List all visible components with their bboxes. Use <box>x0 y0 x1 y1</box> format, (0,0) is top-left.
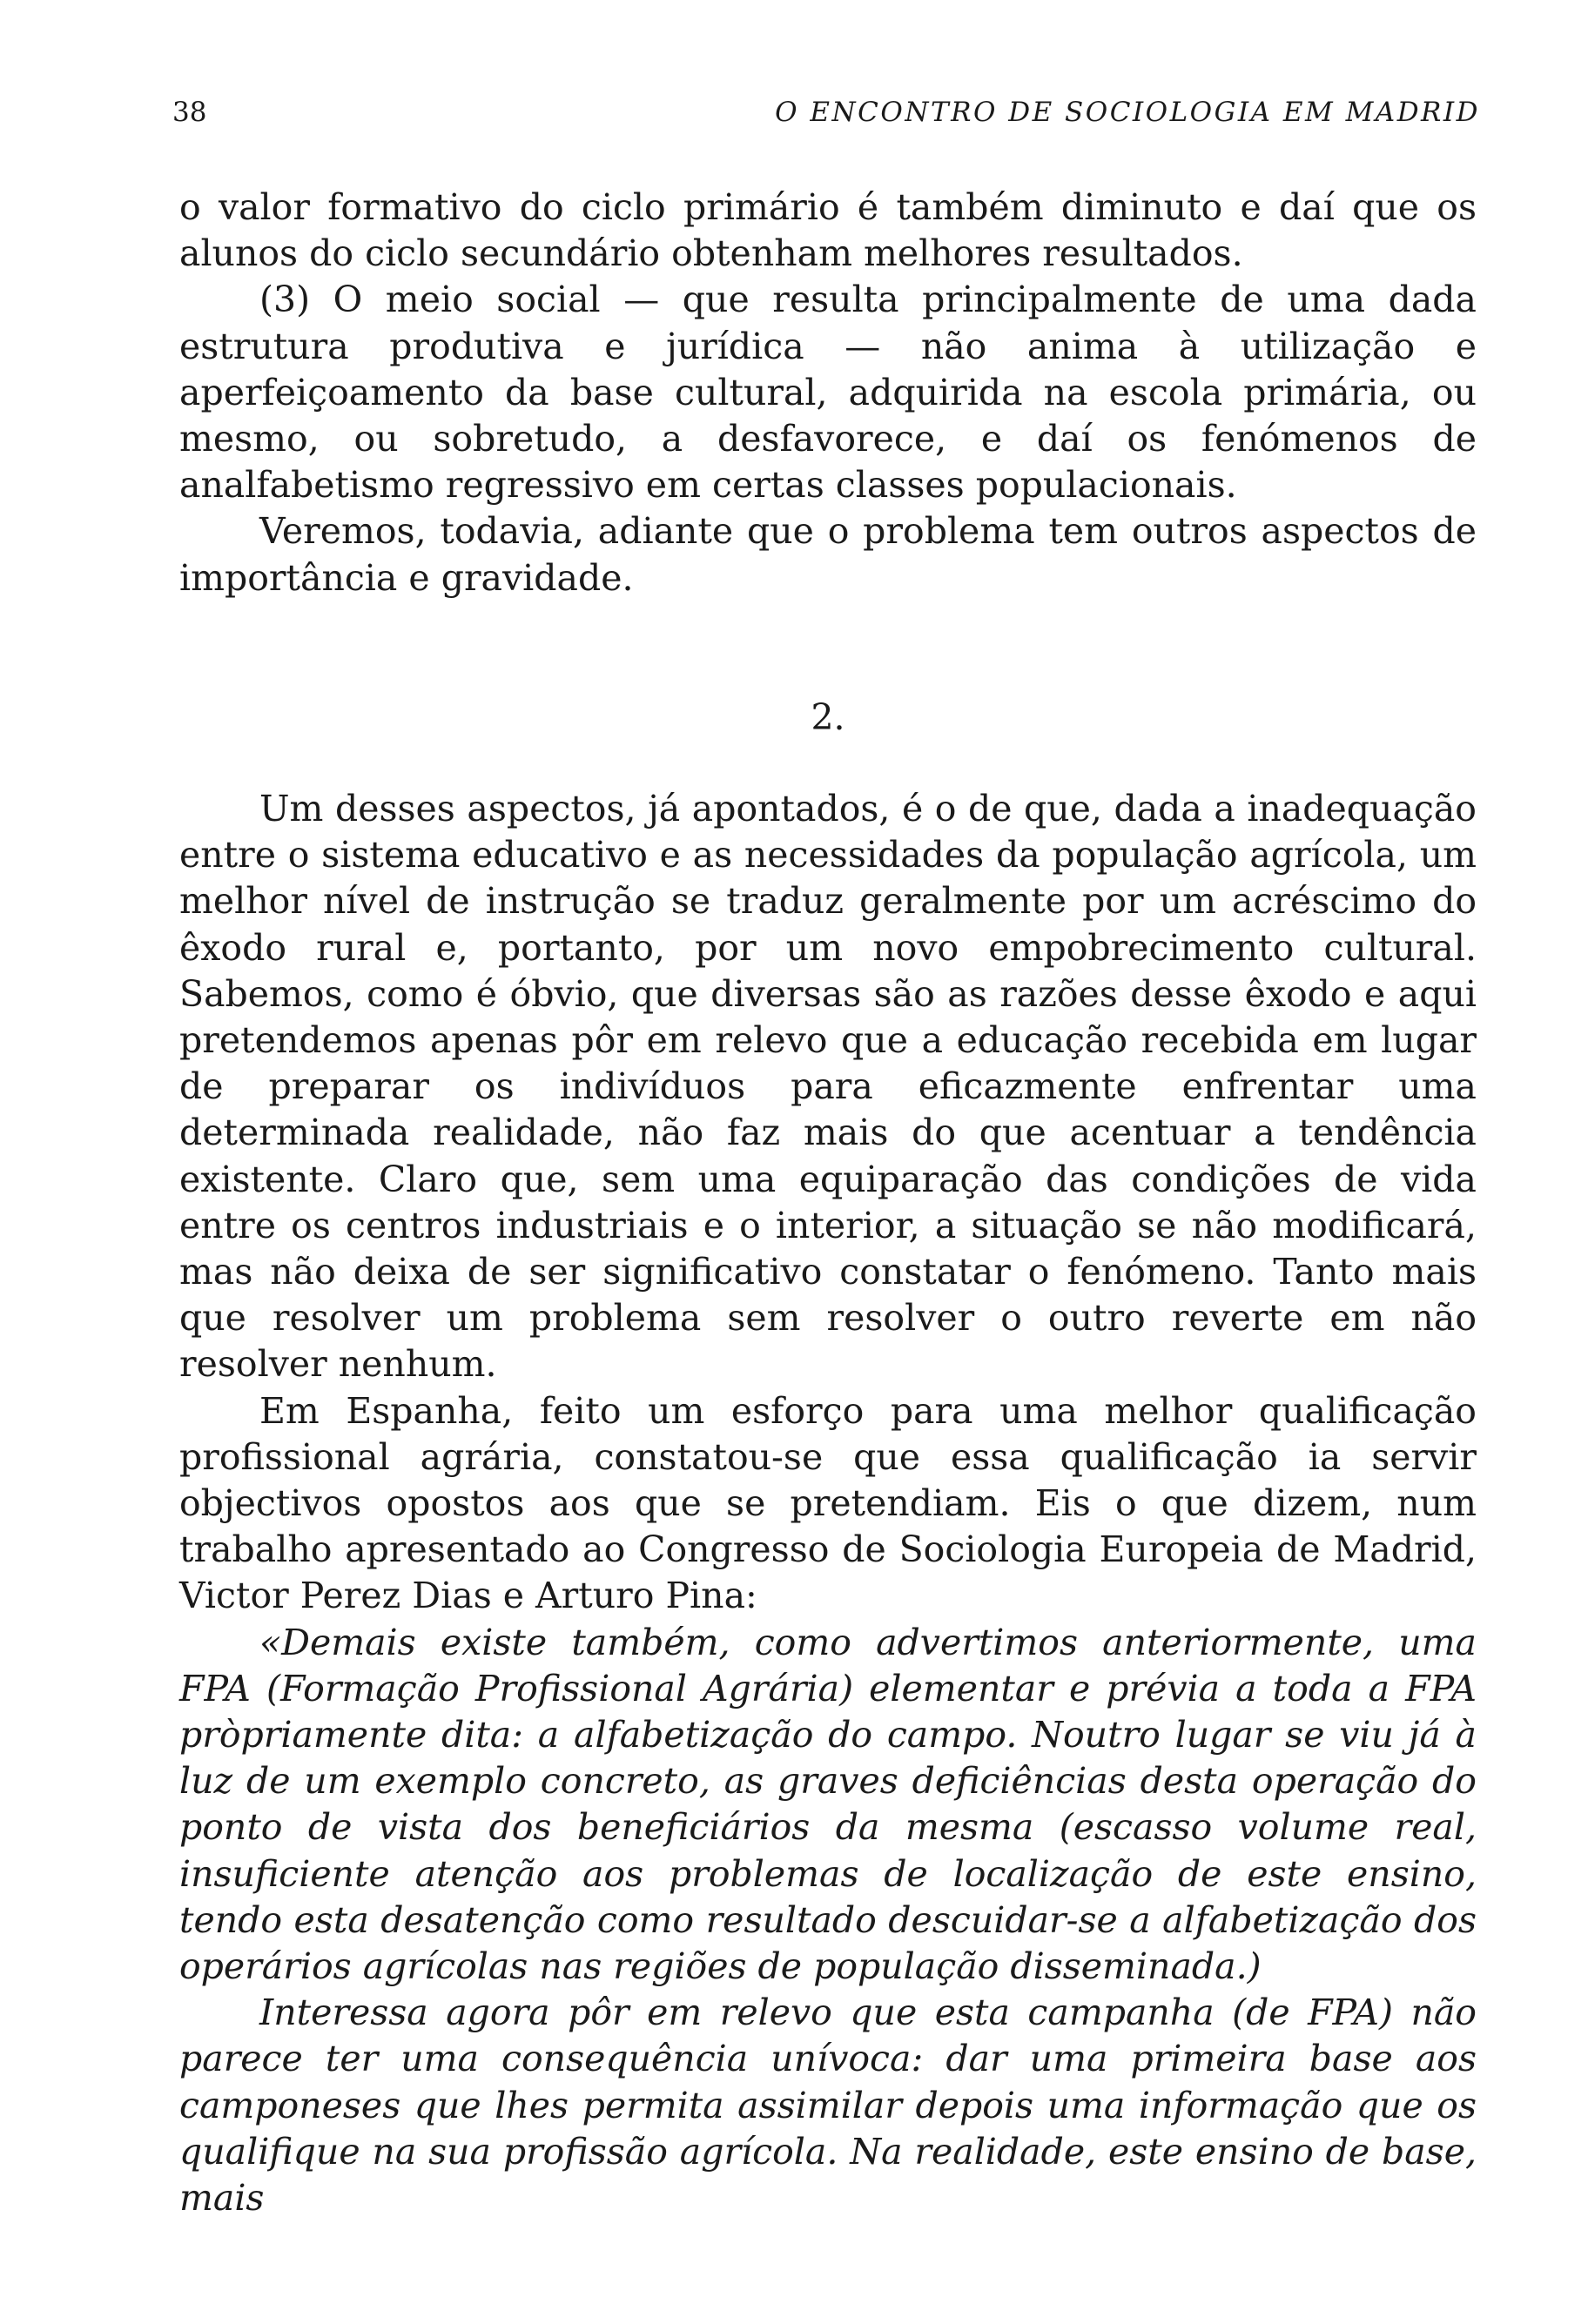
quote-paragraph-interessa: Interessa agora pôr em relevo que esta campanha (de FPA) não parece ter uma consequência unívoca: dar uma primeira base aos camponeses que lhes permita assimilar depois uma informação que os qualifique na sua profissão agrícola. Na realidade, este ensino de base, mais <box>179 1992 1477 2220</box>
text-block-before-section <box>179 185 1477 601</box>
paragraph-continuation: o valor formativo do ciclo primário é também diminuto e daí que os alunos do ciclo secundário obtenham melhores resultados. <box>179 186 1477 275</box>
running-title: O ENCONTRO DE SOCIOLOGIA EM MADRID <box>775 97 1480 128</box>
section-number: 2. <box>811 696 845 738</box>
running-header <box>172 91 1480 134</box>
paragraph-em-espanha: Em Espanha, feito um esforço para uma melhor qualificação profissional agrária, constatou-se que essa qualificação ia servir objectivos opostos aos que se pretendiam. Eis o que dizem, num trabalho apresentado ao Congresso de Sociologia Europeia de Madrid, Victor Perez Dias e Arturo Pina: <box>179 1389 1477 1617</box>
paragraph-veremos: Veremos, todavia, adiante que o problema tem outros aspectos de importância e gravidade. <box>179 510 1477 599</box>
text-block-after-section <box>179 786 1477 2221</box>
page-number: 38 <box>172 97 207 128</box>
paragraph-um-desses-aspectos: Um desses aspectos, já apontados, é o de que, dada a inadequação entre o sistema educativo e as necessidades da população agrícola, um melhor nível de instrução se traduz geralmente por um acréscimo do êxodo rural e, portanto, por um novo empobrecimento cultural. Sabemos, como é óbvio, que diversas são as razões desse êxodo e aqui pretendemos apenas pôr em relevo que a educação recebida em lugar de preparar os indivíduos para eficazmente enfrentar uma determinada realidade, não faz mais do que acentuar a tendência existente. Claro que, sem uma equiparação das condições de vida entre os centros industriais e o interior, a situação se não modificará, mas não deixa de ser significativo constatar o fenómeno. Tanto mais que resolver um problema sem resolver o outro reverte em não resolver nenhum. <box>179 788 1477 1386</box>
quote-paragraph-demais: «Demais existe também, como advertimos anteriormente, uma FPA (Formação Profissional Agrária) elementar e prévia a toda a FPA pròpriamente dita: a alfabetização do campo. Noutro lugar se viu já à luz de um exemplo concreto, as graves deficiências desta operação do ponto de vista dos beneficiários da mesma (escasso volume real, insuficiente atenção aos problemas de localização de este ensino, tendo esta desatenção como resultado descuidar-se a alfabetização dos operários agrícolas nas regiões de população disseminada.) <box>179 1621 1477 1988</box>
paragraph-point-3: (3) O meio social — que resulta principalmente de uma dada estrutura produtiva e jurídica — não anima à utilização e aperfeiçoamento da base cultural, adquirida na escola primária, ou mesmo, ou sobretudo, a desfavorece, e daí os fenómenos de analfabetismo regressivo em certas classes populacionais. <box>179 279 1477 507</box>
